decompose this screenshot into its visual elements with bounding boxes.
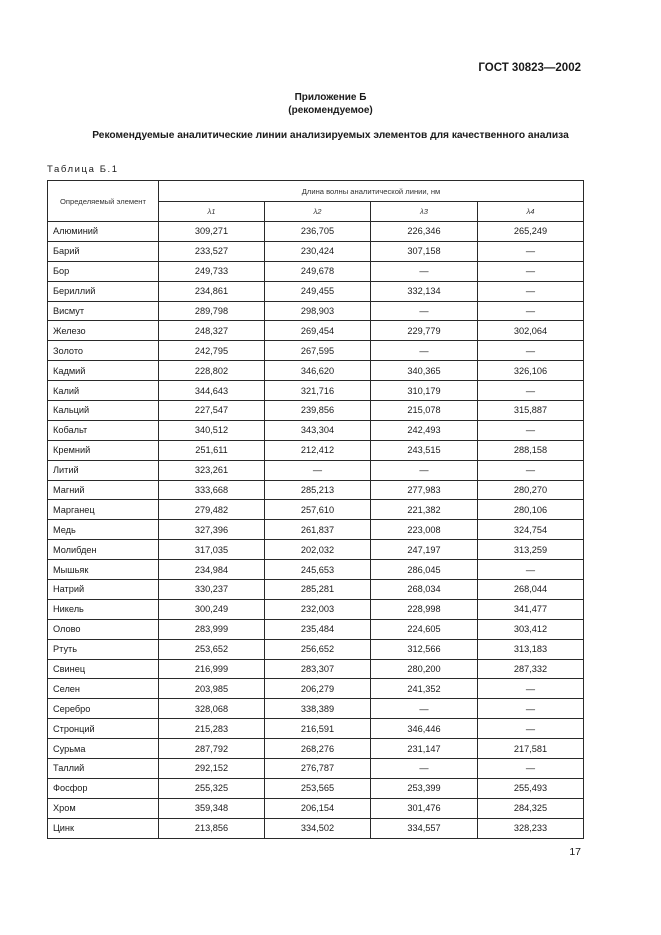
table-row bbox=[48, 301, 584, 321]
table-row bbox=[48, 222, 584, 242]
table-row bbox=[48, 599, 584, 619]
wavelength-cell: 288,158 bbox=[478, 440, 584, 460]
wavelength-cell: 328,233 bbox=[478, 818, 584, 838]
wavelength-cell: — bbox=[478, 341, 584, 361]
wavelength-cell: 227,547 bbox=[159, 401, 265, 421]
element-name-cell: Кадмий bbox=[48, 361, 159, 381]
wavelength-cell: — bbox=[478, 381, 584, 401]
wavelength-cell: 341,477 bbox=[478, 599, 584, 619]
wavelength-cell: 287,792 bbox=[159, 739, 265, 759]
table-row bbox=[48, 778, 584, 798]
element-name-cell: Висмут bbox=[48, 301, 159, 321]
wavelength-cell: — bbox=[478, 679, 584, 699]
wavelength-cell: 268,276 bbox=[265, 739, 371, 759]
column-header-lambda-2: λ2 bbox=[265, 202, 371, 222]
table-row bbox=[48, 540, 584, 560]
wavelength-cell: 309,271 bbox=[159, 222, 265, 242]
element-name-cell: Хром bbox=[48, 798, 159, 818]
wavelength-cell: 267,595 bbox=[265, 341, 371, 361]
table-row bbox=[48, 580, 584, 600]
wavelength-cell: 216,591 bbox=[265, 719, 371, 739]
wavelength-cell: 234,984 bbox=[159, 560, 265, 580]
wavelength-cell: 226,346 bbox=[371, 222, 478, 242]
table-row bbox=[48, 619, 584, 639]
wavelength-cell: 231,147 bbox=[371, 739, 478, 759]
wavelength-cell: 268,034 bbox=[371, 580, 478, 600]
wavelength-cell: — bbox=[478, 261, 584, 281]
wavelength-cell: 213,856 bbox=[159, 818, 265, 838]
table-row bbox=[48, 798, 584, 818]
wavelength-cell: 248,327 bbox=[159, 321, 265, 341]
wavelength-cell: — bbox=[371, 460, 478, 480]
wavelength-cell: 333,668 bbox=[159, 480, 265, 500]
wavelength-cell: 317,035 bbox=[159, 540, 265, 560]
wavelength-cell: 253,652 bbox=[159, 639, 265, 659]
element-name-cell: Серебро bbox=[48, 699, 159, 719]
wavelength-cell: 346,620 bbox=[265, 361, 371, 381]
wavelength-cell: 206,279 bbox=[265, 679, 371, 699]
wavelength-cell: 283,999 bbox=[159, 619, 265, 639]
wavelength-cell: 334,557 bbox=[371, 818, 478, 838]
element-name-cell: Стронций bbox=[48, 719, 159, 739]
wavelength-cell: 203,985 bbox=[159, 679, 265, 699]
element-name-cell: Калий bbox=[48, 381, 159, 401]
wavelength-cell: 249,455 bbox=[265, 281, 371, 301]
table-row bbox=[48, 241, 584, 261]
wavelength-cell: 256,652 bbox=[265, 639, 371, 659]
wavelength-cell: 249,733 bbox=[159, 261, 265, 281]
wavelength-cell: 223,008 bbox=[371, 520, 478, 540]
table-row bbox=[48, 719, 584, 739]
wavelength-cell: 221,382 bbox=[371, 500, 478, 520]
wavelength-cell: 215,078 bbox=[371, 401, 478, 421]
element-name-cell: Магний bbox=[48, 480, 159, 500]
element-name-cell: Молибден bbox=[48, 540, 159, 560]
table-row bbox=[48, 261, 584, 281]
element-name-cell: Медь bbox=[48, 520, 159, 540]
table-row bbox=[48, 739, 584, 759]
wavelength-cell: 285,213 bbox=[265, 480, 371, 500]
wavelength-cell: 235,484 bbox=[265, 619, 371, 639]
wavelength-cell: 234,861 bbox=[159, 281, 265, 301]
wavelength-cell: 285,281 bbox=[265, 580, 371, 600]
element-name-cell: Селен bbox=[48, 679, 159, 699]
main-title: Рекомендуемые аналитические линии анализируемых элементов для качественного анализа bbox=[92, 130, 569, 141]
column-header-lambda-1: λ1 bbox=[159, 202, 265, 222]
wavelength-cell: 324,754 bbox=[478, 520, 584, 540]
table-row bbox=[48, 281, 584, 301]
wavelength-cell: — bbox=[371, 341, 478, 361]
column-header-wavelength: Длина волны аналитической линии, нм bbox=[159, 181, 584, 202]
wavelength-cell: 206,154 bbox=[265, 798, 371, 818]
wavelength-cell: 330,237 bbox=[159, 580, 265, 600]
table-row bbox=[48, 480, 584, 500]
element-name-cell: Мышьяк bbox=[48, 560, 159, 580]
table-row bbox=[48, 560, 584, 580]
wavelength-cell: 215,283 bbox=[159, 719, 265, 739]
element-name-cell: Цинк bbox=[48, 818, 159, 838]
table-row bbox=[48, 500, 584, 520]
wavelength-cell: 343,304 bbox=[265, 420, 371, 440]
wavelength-cell: 334,502 bbox=[265, 818, 371, 838]
wavelength-cell: 255,325 bbox=[159, 778, 265, 798]
wavelength-cell: 313,183 bbox=[478, 639, 584, 659]
table-row bbox=[48, 420, 584, 440]
element-name-cell: Никель bbox=[48, 599, 159, 619]
table-row bbox=[48, 381, 584, 401]
table-row bbox=[48, 361, 584, 381]
table-row bbox=[48, 679, 584, 699]
wavelength-cell: 255,493 bbox=[478, 778, 584, 798]
appendix-subtitle: (рекомендуемое) bbox=[288, 105, 373, 116]
wavelength-cell: 236,705 bbox=[265, 222, 371, 242]
element-name-cell: Кобальт bbox=[48, 420, 159, 440]
wavelength-cell: 239,856 bbox=[265, 401, 371, 421]
table-row bbox=[48, 341, 584, 361]
table-row bbox=[48, 321, 584, 341]
wavelength-cell: 303,412 bbox=[478, 619, 584, 639]
wavelength-cell: 232,003 bbox=[265, 599, 371, 619]
page-number: 17 bbox=[569, 846, 581, 858]
wavelength-cell: 344,643 bbox=[159, 381, 265, 401]
wavelength-cell: 280,270 bbox=[478, 480, 584, 500]
table-row bbox=[48, 818, 584, 838]
element-name-cell: Олово bbox=[48, 619, 159, 639]
wavelength-cell: 229,779 bbox=[371, 321, 478, 341]
wavelength-cell: 217,581 bbox=[478, 739, 584, 759]
wavelength-cell: 359,348 bbox=[159, 798, 265, 818]
element-name-cell: Ртуть bbox=[48, 639, 159, 659]
wavelength-cell: 307,158 bbox=[371, 241, 478, 261]
element-name-cell: Железо bbox=[48, 321, 159, 341]
wavelength-cell: — bbox=[478, 560, 584, 580]
element-name-cell: Барий bbox=[48, 241, 159, 261]
wavelength-cell: — bbox=[478, 301, 584, 321]
table-body bbox=[48, 222, 584, 839]
wavelength-cell: 280,106 bbox=[478, 500, 584, 520]
wavelength-cell: — bbox=[371, 699, 478, 719]
appendix-heading bbox=[0, 91, 661, 117]
wavelength-cell: 277,983 bbox=[371, 480, 478, 500]
element-name-cell: Литий bbox=[48, 460, 159, 480]
wavelength-cell: 292,152 bbox=[159, 759, 265, 779]
wavelength-cell: 251,611 bbox=[159, 440, 265, 460]
wavelength-cell: 268,044 bbox=[478, 580, 584, 600]
wavelength-cell: 233,527 bbox=[159, 241, 265, 261]
wavelength-cell: — bbox=[478, 420, 584, 440]
table-row bbox=[48, 699, 584, 719]
wavelength-cell: — bbox=[478, 699, 584, 719]
wavelength-cell: 212,412 bbox=[265, 440, 371, 460]
element-name-cell: Марганец bbox=[48, 500, 159, 520]
table-row bbox=[48, 759, 584, 779]
wavelength-cell: 249,678 bbox=[265, 261, 371, 281]
wavelength-cell: 242,795 bbox=[159, 341, 265, 361]
wavelength-cell: 283,307 bbox=[265, 659, 371, 679]
wavelength-cell: 228,802 bbox=[159, 361, 265, 381]
element-name-cell: Сурьма bbox=[48, 739, 159, 759]
column-header-lambda-4: λ4 bbox=[478, 202, 584, 222]
wavelength-cell: 202,032 bbox=[265, 540, 371, 560]
wavelength-cell: 313,259 bbox=[478, 540, 584, 560]
wavelength-cell: 340,512 bbox=[159, 420, 265, 440]
wavelength-cell: 328,068 bbox=[159, 699, 265, 719]
wavelength-cell: 279,482 bbox=[159, 500, 265, 520]
element-name-cell: Золото bbox=[48, 341, 159, 361]
table-row bbox=[48, 659, 584, 679]
document-code: ГОСТ 30823—2002 bbox=[478, 62, 581, 74]
wavelength-cell: — bbox=[371, 261, 478, 281]
wavelength-cell: 346,446 bbox=[371, 719, 478, 739]
appendix-title: Приложение Б bbox=[294, 92, 367, 103]
wavelength-cell: 284,325 bbox=[478, 798, 584, 818]
table-row bbox=[48, 520, 584, 540]
wavelength-cell: 327,396 bbox=[159, 520, 265, 540]
wavelength-cell: 265,249 bbox=[478, 222, 584, 242]
element-name-cell: Таллий bbox=[48, 759, 159, 779]
wavelength-cell: 340,365 bbox=[371, 361, 478, 381]
wavelength-cell: 247,197 bbox=[371, 540, 478, 560]
wavelength-cell: 261,837 bbox=[265, 520, 371, 540]
wavelength-cell: 276,787 bbox=[265, 759, 371, 779]
wavelength-cell: 312,566 bbox=[371, 639, 478, 659]
wavelength-cell: 321,716 bbox=[265, 381, 371, 401]
column-header-lambda-3: λ3 bbox=[371, 202, 478, 222]
wavelength-cell: 216,999 bbox=[159, 659, 265, 679]
wavelength-cell: 241,352 bbox=[371, 679, 478, 699]
table-row bbox=[48, 639, 584, 659]
table-row bbox=[48, 401, 584, 421]
wavelength-cell: 289,798 bbox=[159, 301, 265, 321]
wavelength-cell: 310,179 bbox=[371, 381, 478, 401]
wavelength-cell: — bbox=[371, 759, 478, 779]
wavelength-cell: — bbox=[478, 281, 584, 301]
table-row bbox=[48, 460, 584, 480]
wavelength-cell: 253,565 bbox=[265, 778, 371, 798]
table-label: Таблица Б.1 bbox=[47, 164, 119, 175]
wavelength-cell: — bbox=[371, 301, 478, 321]
wavelength-cell: — bbox=[265, 460, 371, 480]
wavelength-table bbox=[47, 180, 584, 839]
wavelength-cell: 338,389 bbox=[265, 699, 371, 719]
element-name-cell: Кальций bbox=[48, 401, 159, 421]
column-header-element: Определяемый элемент bbox=[48, 181, 159, 222]
wavelength-cell: 323,261 bbox=[159, 460, 265, 480]
wavelength-cell: 257,610 bbox=[265, 500, 371, 520]
wavelength-cell: 224,605 bbox=[371, 619, 478, 639]
wavelength-cell: 269,454 bbox=[265, 321, 371, 341]
wavelength-cell: — bbox=[478, 460, 584, 480]
wavelength-cell: 332,134 bbox=[371, 281, 478, 301]
element-name-cell: Алюминий bbox=[48, 222, 159, 242]
element-name-cell: Бор bbox=[48, 261, 159, 281]
wavelength-cell: 300,249 bbox=[159, 599, 265, 619]
wavelength-cell: 280,200 bbox=[371, 659, 478, 679]
element-name-cell: Свинец bbox=[48, 659, 159, 679]
wavelength-cell: — bbox=[478, 719, 584, 739]
wavelength-cell: — bbox=[478, 241, 584, 261]
wavelength-cell: 326,106 bbox=[478, 361, 584, 381]
wavelength-cell: 302,064 bbox=[478, 321, 584, 341]
wavelength-cell: 298,903 bbox=[265, 301, 371, 321]
wavelength-cell: 242,493 bbox=[371, 420, 478, 440]
wavelength-cell: 245,653 bbox=[265, 560, 371, 580]
wavelength-cell: 243,515 bbox=[371, 440, 478, 460]
wavelength-cell: 286,045 bbox=[371, 560, 478, 580]
wavelength-cell: — bbox=[478, 759, 584, 779]
wavelength-cell: 253,399 bbox=[371, 778, 478, 798]
wavelength-cell: 228,998 bbox=[371, 599, 478, 619]
wavelength-cell: 287,332 bbox=[478, 659, 584, 679]
wavelength-cell: 230,424 bbox=[265, 241, 371, 261]
table-row bbox=[48, 440, 584, 460]
element-name-cell: Фосфор bbox=[48, 778, 159, 798]
element-name-cell: Бериллий bbox=[48, 281, 159, 301]
wavelength-cell: 301,476 bbox=[371, 798, 478, 818]
element-name-cell: Кремний bbox=[48, 440, 159, 460]
element-name-cell: Натрий bbox=[48, 580, 159, 600]
wavelength-cell: 315,887 bbox=[478, 401, 584, 421]
